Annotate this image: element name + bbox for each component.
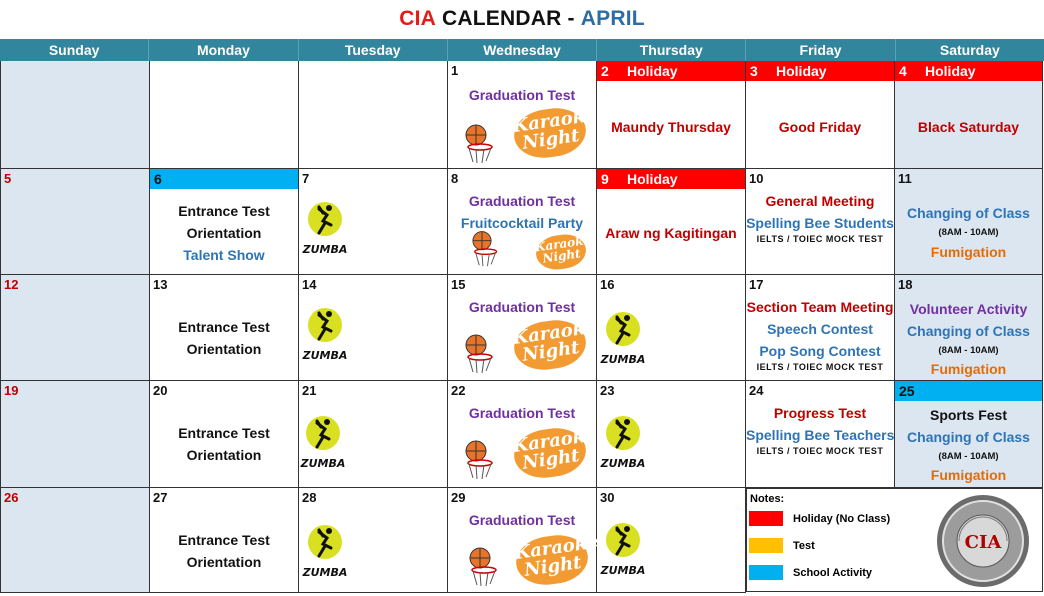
day-cell-8[interactable] — [448, 169, 597, 275]
event-graduation-test: Graduation Test — [468, 87, 576, 103]
event-fumigation: Fumigation — [930, 361, 1007, 377]
legend-swatch-holiday — [749, 511, 783, 526]
zumba-logo-icon — [300, 415, 346, 475]
day-cell-23[interactable] — [597, 381, 746, 488]
cia-logo-panel — [893, 488, 1043, 592]
event-speech-contest: Speech Contest — [767, 321, 873, 337]
karaoke-night-logo: Karaoke Night — [513, 531, 591, 589]
zumba-text: ZUMBA — [302, 566, 348, 579]
zumba-logo-icon — [302, 524, 348, 584]
karaoke-night-logo: Karaoke Night — [511, 424, 589, 482]
event-black-saturday: Black Saturday — [917, 119, 1020, 135]
event-section-team-meeting: Section Team Meeting — [746, 299, 894, 315]
day-cell-5[interactable] — [0, 169, 150, 275]
event-sports-fest: Sports Fest — [929, 407, 1007, 423]
event-time: (8AM - 10AM) — [938, 345, 999, 356]
day-cell-19[interactable] — [0, 381, 150, 488]
legend-label-school-activity: School Activity — [793, 567, 873, 579]
day-cell-1[interactable] — [448, 61, 597, 169]
day-cell-21[interactable] — [299, 381, 448, 488]
zumba-logo-icon — [600, 522, 646, 582]
zumba-text: ZUMBA — [600, 564, 646, 577]
zumba-logo-icon — [302, 201, 348, 261]
day-cell-11[interactable] — [895, 169, 1043, 275]
event-entrance-test: Entrance Test — [178, 532, 270, 548]
event-fruitcocktail-party: Fruitcocktail Party — [460, 215, 584, 231]
school-activity-band — [895, 381, 1042, 401]
day-cell-18[interactable] — [895, 275, 1043, 381]
event-orientation: Orientation — [186, 447, 262, 463]
header-sunday: Sunday — [0, 39, 149, 61]
title-cia: CIA — [399, 7, 436, 30]
karaoke-night-logo: Karaoke Night — [534, 232, 588, 273]
event-fumigation: Fumigation — [930, 244, 1007, 260]
holiday-label: Holiday — [925, 63, 976, 79]
day-cell-14[interactable] — [299, 275, 448, 381]
holiday-band — [597, 169, 745, 189]
day-cell-13[interactable] — [150, 275, 299, 381]
day-number: 3 — [750, 63, 758, 79]
karaoke-night-logo: Karaoke Night — [511, 104, 589, 162]
event-graduation-test: Graduation Test — [468, 193, 576, 209]
event-fumigation: Fumigation — [930, 467, 1007, 483]
title-calendar: CALENDAR - — [442, 7, 575, 30]
day-number: 19 — [4, 383, 19, 398]
day-cell-22[interactable] — [448, 381, 597, 488]
day-cell-4[interactable] — [895, 61, 1043, 169]
day-number: 27 — [153, 490, 168, 505]
zumba-text: ZUMBA — [300, 457, 346, 470]
event-graduation-test: Graduation Test — [468, 512, 576, 528]
event-changing-of-class: Changing of Class — [907, 205, 1030, 221]
cia-seal-logo — [893, 489, 1041, 591]
weekday-header — [0, 39, 1044, 61]
day-cell-3[interactable] — [746, 61, 895, 169]
day-cell-12[interactable] — [0, 275, 150, 381]
event-mock-test: IELTS / TOIEC MOCK TEST — [756, 234, 884, 244]
day-cell-9[interactable] — [597, 169, 746, 275]
header-wednesday: Wednesday — [448, 39, 597, 61]
day-number: 2 — [601, 63, 609, 79]
basketball-icon — [458, 544, 502, 588]
day-cell-28[interactable] — [299, 488, 448, 593]
basketball-icon — [454, 437, 498, 481]
holiday-band — [746, 61, 894, 81]
karaoke-night-logo: Karaoke Night — [511, 316, 589, 374]
day-cell-16[interactable] — [597, 275, 746, 381]
legend-label-test: Test — [793, 540, 815, 552]
day-number: 8 — [451, 171, 459, 186]
event-spelling-bee-students: Spelling Bee Students — [746, 215, 894, 231]
holiday-label: Holiday — [627, 171, 678, 187]
day-cell-27[interactable] — [150, 488, 299, 593]
day-number: 4 — [899, 63, 907, 79]
holiday-label: Holiday — [627, 63, 678, 79]
day-number: 20 — [153, 383, 168, 398]
event-araw-ng-kagitingan: Araw ng Kagitingan — [605, 225, 737, 241]
day-cell-6[interactable] — [150, 169, 299, 275]
basketball-icon — [462, 227, 502, 269]
day-cell-24[interactable] — [746, 381, 895, 488]
day-cell-7[interactable] — [299, 169, 448, 275]
title-month: APRIL — [580, 7, 645, 30]
event-entrance-test: Entrance Test — [178, 425, 270, 441]
event-entrance-test: Entrance Test — [178, 203, 270, 219]
day-number: 14 — [302, 277, 317, 292]
day-cell-29[interactable] — [448, 488, 600, 593]
day-number: 5 — [4, 171, 12, 186]
day-cell-15[interactable] — [448, 275, 597, 381]
day-number: 10 — [749, 171, 764, 186]
zumba-logo-icon — [600, 415, 646, 475]
header-saturday: Saturday — [939, 42, 1000, 58]
legend-label-holiday: Holiday (No Class) — [793, 513, 891, 525]
day-number: 11 — [898, 171, 912, 186]
day-number: 24 — [749, 383, 764, 398]
day-number: 29 — [451, 490, 466, 505]
header-thursday: Thursday — [597, 39, 746, 61]
zumba-text: ZUMBA — [302, 349, 348, 362]
event-pop-song-contest: Pop Song Contest — [759, 343, 881, 359]
day-cell-2[interactable] — [597, 61, 746, 169]
day-cell-empty — [0, 61, 150, 169]
day-number: 9 — [601, 171, 609, 187]
basketball-icon — [454, 121, 498, 165]
header-friday: Friday — [746, 39, 895, 61]
event-spelling-bee-teachers: Spelling Bee Teachers — [746, 427, 895, 443]
legend-swatch-test — [749, 538, 783, 553]
header-monday: Monday — [149, 39, 298, 61]
event-orientation: Orientation — [186, 341, 262, 357]
school-activity-band — [150, 169, 298, 189]
day-number: 25 — [899, 383, 915, 399]
day-cell-empty — [150, 61, 299, 169]
day-number: 7 — [302, 171, 310, 186]
event-mock-test: IELTS / TOIEC MOCK TEST — [756, 362, 884, 372]
event-entrance-test: Entrance Test — [178, 319, 270, 335]
holiday-band — [895, 61, 1042, 81]
day-number: 15 — [451, 277, 466, 292]
basketball-icon — [454, 331, 498, 375]
header-tuesday: Tuesday — [299, 39, 448, 61]
logo-text: CIA — [964, 532, 1002, 553]
event-orientation: Orientation — [186, 554, 262, 570]
zumba-text: ZUMBA — [600, 457, 646, 470]
day-number: 26 — [4, 490, 19, 505]
legend-notes — [746, 488, 893, 592]
event-graduation-test: Graduation Test — [468, 299, 576, 315]
day-cell-25[interactable] — [895, 381, 1043, 488]
day-number: 30 — [600, 490, 615, 505]
event-general-meeting: General Meeting — [765, 193, 875, 209]
event-mock-test: IELTS / TOIEC MOCK TEST — [756, 446, 884, 456]
day-number: 13 — [153, 277, 168, 292]
event-volunteer-activity: Volunteer Activity — [909, 301, 1028, 317]
event-good-friday: Good Friday — [778, 119, 862, 135]
day-number: 1 — [451, 63, 459, 78]
event-orientation: Orientation — [186, 225, 262, 241]
event-changing-of-class: Changing of Class — [907, 323, 1030, 339]
event-time: (8AM - 10AM) — [938, 227, 999, 238]
day-cell-26[interactable] — [0, 488, 150, 593]
day-cell-30[interactable] — [597, 488, 746, 593]
event-progress-test: Progress Test — [773, 405, 867, 421]
event-talent-show: Talent Show — [183, 247, 265, 263]
day-number: 6 — [154, 171, 162, 187]
holiday-label: Holiday — [776, 63, 827, 79]
zumba-logo-icon — [302, 307, 348, 367]
holiday-band — [597, 61, 745, 81]
zumba-text: ZUMBA — [600, 353, 646, 366]
zumba-logo-icon — [600, 311, 646, 371]
day-number: 17 — [749, 277, 764, 292]
day-number: 22 — [451, 383, 466, 398]
day-cell-10[interactable] — [746, 169, 895, 275]
day-number: 28 — [302, 490, 317, 505]
event-time: (8AM - 10AM) — [938, 451, 999, 462]
zumba-text: ZUMBA — [302, 243, 348, 256]
event-graduation-test: Graduation Test — [468, 405, 576, 421]
day-number: 21 — [302, 383, 317, 398]
day-number: 12 — [4, 277, 19, 292]
calendar-title — [0, 0, 1044, 38]
day-number: 23 — [600, 383, 615, 398]
notes-heading: Notes: — [750, 493, 785, 505]
event-changing-of-class: Changing of Class — [907, 429, 1030, 445]
day-cell-empty — [299, 61, 448, 169]
day-cell-20[interactable] — [150, 381, 299, 488]
day-number: 18 — [898, 277, 913, 292]
legend-swatch-school-activity — [749, 565, 783, 580]
event-maundy-thursday: Maundy Thursday — [611, 119, 731, 135]
day-number: 16 — [600, 277, 615, 292]
day-cell-17[interactable] — [746, 275, 895, 381]
